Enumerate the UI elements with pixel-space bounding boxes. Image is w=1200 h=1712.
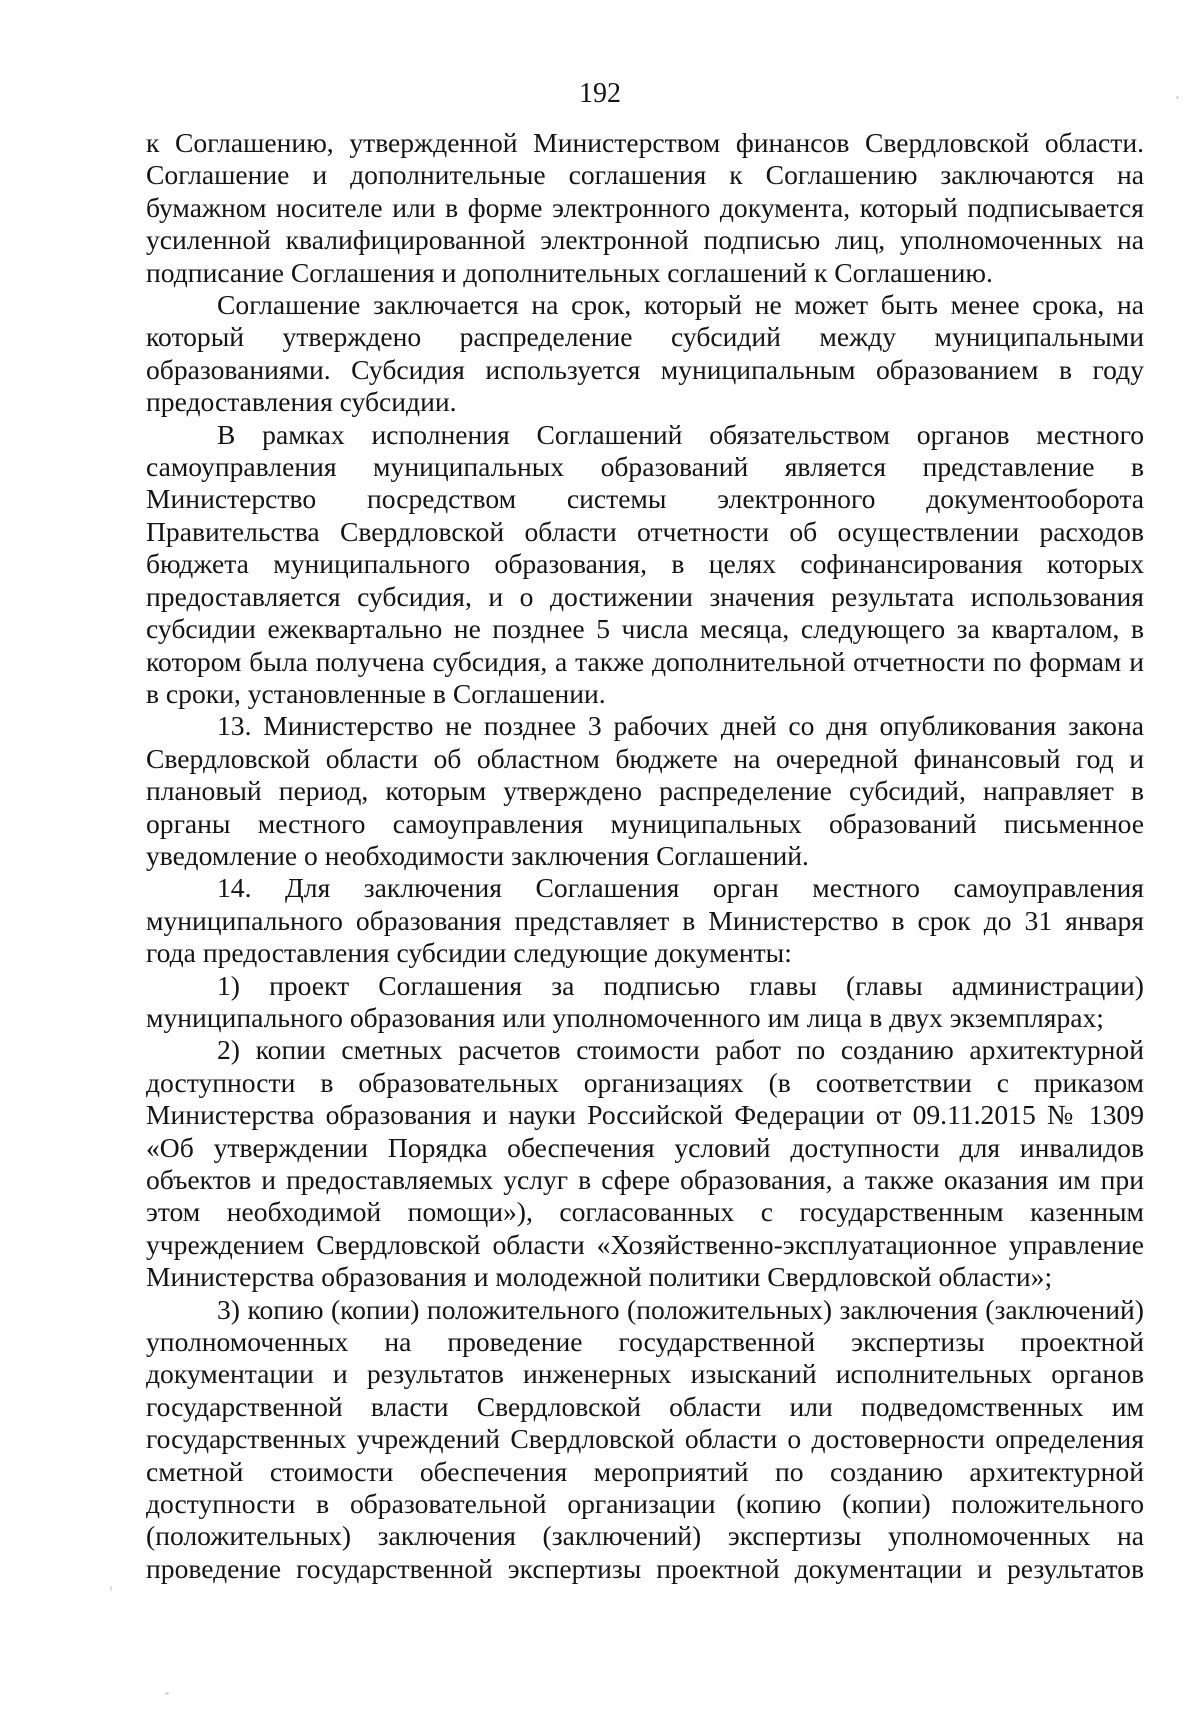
scan-speck [1176, 96, 1179, 99]
page-number: 192 [579, 78, 621, 109]
paragraph-clause-13: 13. Министерство не позднее 3 рабочих дней со дня опубликования закона Свердловской области об областном бюджете на очередной финансовый год и плановый период, которым утверждено распределение субсидий, направляет в органы местного самоуправления муниципальных образований письменное уведомление о необходимости заключения Соглашений. [146, 710, 1144, 871]
list-item-2-estimate-copies: 2) копии сметных расчетов стоимости работ по созданию архитектурной доступности в образовательных организациях (в соответствии с приказом Министерства образования и науки Российской Федерации от 09.11.2015 № 1309 «Об утверждении Порядка обеспечения условий доступности для инвалидов объектов и предоставляемых услуг в сфере образования, а также оказания им при этом необходимой помощи»), согласованных с государственным казенным учреждением Свердловской области «Хозяйственно-эксплуатационное управление Министерства образования и молодежной политики Свердловской области»; [146, 1034, 1144, 1293]
scan-speck [110, 1586, 112, 1591]
document-body [146, 127, 1144, 1585]
paragraph-agreement-term: Соглашение заключается на срок, который не может быть менее срока, на который утверждено распределение субсидий между муниципальными образованиями. Субсидия используется муниципальным образованием в году предоставления субсидии. [146, 289, 1144, 418]
paragraph-reporting-obligation: В рамках исполнения Соглашений обязательством органов местного самоуправления муниципальных образований является представление в Министерство посредством системы электронного документооборота Правительства Свердловской области отчетности об осуществлении расходов бюджета муниципального образования, в целях софинансирования которых предоставляется субсидия, и о достижении значения результата использования субсидии ежеквартально не позднее 5 числа месяца, следующего за кварталом, в котором была получена субсидия, а также дополнительной отчетности по формам и в сроки, установленные в Соглашении. [146, 418, 1144, 709]
list-item-1-draft-agreement: 1) проект Соглашения за подписью главы (главы администрации) муниципального образования или уполномоченного им лица в двух экземплярах; [146, 969, 1144, 1033]
scan-speck [165, 1692, 169, 1695]
paragraph-clause-14: 14. Для заключения Соглашения орган местного самоуправления муниципального образования представляет в Министерство в срок до 31 января года предоставления субсидии следующие документы: [146, 872, 1144, 969]
paragraph-agreement-form: к Соглашению, утвержденной Министерством финансов Свердловской области. Соглашение и дополнительные соглашения к Соглашению заключаются на бумажном носителе или в форме электронного документа, который подписывается усиленной квалифицированной электронной подписью лиц, уполномоченных на подписание Соглашения и дополнительных соглашений к Соглашению. [146, 127, 1144, 288]
list-item-3-expert-conclusions: 3) копию (копии) положительного (положительных) заключения (заключений) уполномоченных на проведение государственной экспертизы проектной документации и результатов инженерных изысканий исполнительных органов государственной власти Свердловской области или подведомственных им государственных учреждений Свердловской области о достоверности определения сметной стоимости обеспечения мероприятий по созданию архитектурной доступности в образовательной организации (копию (копии) положительного (положительных) заключения (заключений) экспертизы уполномоченных на проведение государственной экспертизы проектной документации и результатов [146, 1293, 1144, 1584]
